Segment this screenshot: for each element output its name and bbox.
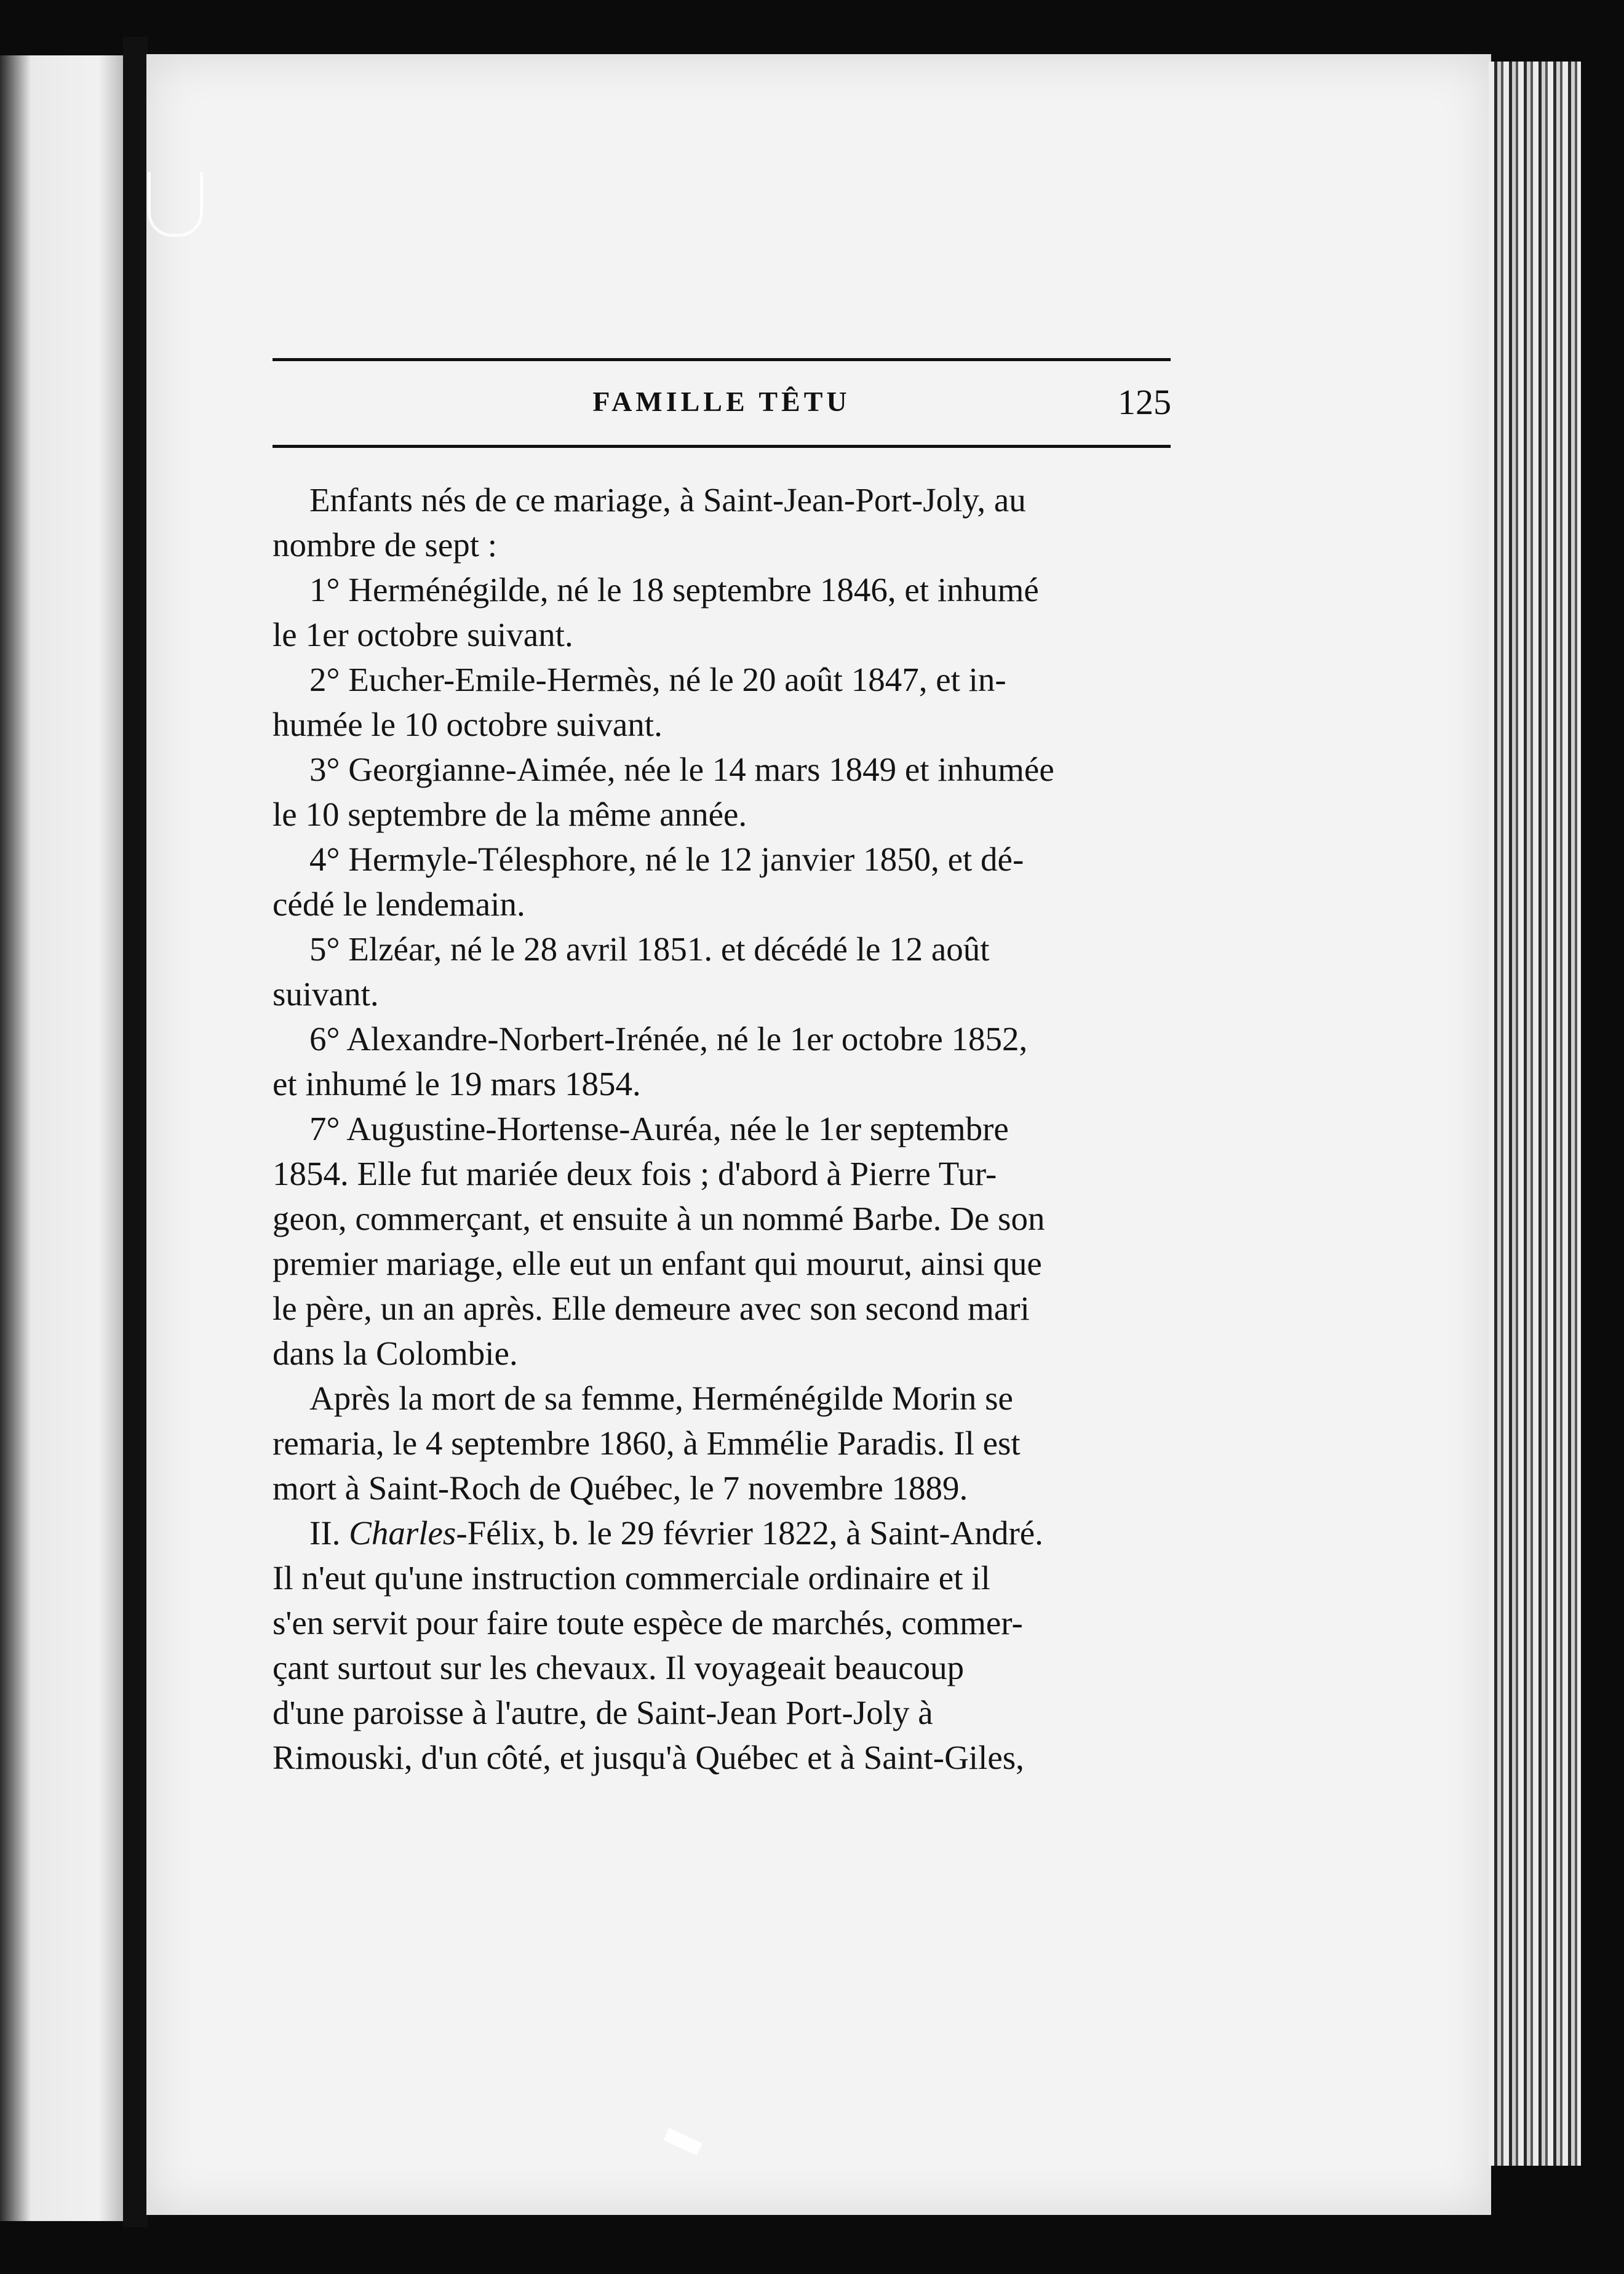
text-line [273, 1510, 1172, 1555]
text-line: le 1er octobre suivant. [273, 616, 573, 653]
paragraph-child-6 [273, 1016, 1172, 1106]
section-numeral: II. [309, 1514, 349, 1552]
text-line: Enfants nés de ce mariage, à Saint-Jean-Port-Joly, au [309, 481, 1026, 519]
text-line-rest: -Félix, b. le 29 février 1822, à Saint-André. [456, 1514, 1043, 1552]
text-line: nombre de sept : [273, 526, 498, 564]
running-head-title: FAMILLE TÊTU [592, 386, 851, 417]
text-line: premier mariage, elle eut un enfant qui mourut, ainsi que [273, 1245, 1042, 1282]
italic-name: Charles [349, 1514, 456, 1552]
paragraph-child-4 [273, 837, 1172, 927]
text-line: le père, un an après. Elle demeure avec son second mari [273, 1290, 1030, 1327]
text-line: Il n'eut qu'une instruction commerciale ordinaire et il [273, 1559, 990, 1597]
text-line: 3° Georgianne-Aimée, née le 14 mars 1849 et inhumée [309, 751, 1054, 788]
text-line: suivant. [273, 975, 379, 1013]
paragraph-children-intro [273, 477, 1172, 567]
paragraph-child-1 [273, 567, 1172, 657]
text-line: Rimouski, d'un côté, et jusqu'à Québec et à Saint-Giles, [273, 1739, 1024, 1776]
ink-mark [148, 172, 203, 237]
page-body [273, 477, 1172, 1780]
text-line: humée le 10 octobre suivant. [273, 706, 663, 743]
text-line: d'une paroisse à l'autre, de Saint-Jean Port-Joly à [273, 1694, 933, 1731]
text-line: et inhumé le 19 mars 1854. [273, 1065, 641, 1103]
paragraph-child-3 [273, 747, 1172, 837]
text-line: s'en servit pour faire toute espèce de marchés, commer- [273, 1604, 1023, 1642]
paragraph-child-2 [273, 657, 1172, 747]
text-line: geon, commerçant, et ensuite à un nommé Barbe. De son [273, 1200, 1045, 1237]
text-line: cédé le lendemain. [273, 885, 525, 923]
paragraph-child-5 [273, 927, 1172, 1016]
header-bottom-rule [273, 445, 1171, 448]
text-line: Après la mort de sa femme, Herménégilde Morin se [309, 1379, 1013, 1417]
text-line: dans la Colombie. [273, 1334, 518, 1372]
text-line: 7° Augustine-Hortense-Auréa, née le 1er septembre [309, 1110, 1009, 1147]
header-top-rule [273, 358, 1171, 361]
text-line: 2° Eucher-Emile-Hermès, né le 20 août 1847, et in- [309, 661, 1006, 698]
facing-page-edge [0, 55, 123, 2221]
text-line: 4° Hermyle-Télesphore, né le 12 janvier 1850, et dé- [309, 840, 1024, 878]
paragraph-charles-felix [273, 1510, 1172, 1780]
text-line: mort à Saint-Roch de Québec, le 7 novembre 1889. [273, 1469, 968, 1507]
paragraph-remarriage [273, 1376, 1172, 1510]
page-number: 125 [1118, 382, 1171, 422]
page-stack-edges [1489, 62, 1581, 2166]
text-line: 1854. Elle fut mariée deux fois ; d'abord à Pierre Tur- [273, 1155, 997, 1192]
text-line: çant surtout sur les chevaux. Il voyageait beaucoup [273, 1649, 965, 1686]
text-line: le 10 septembre de la même année. [273, 796, 747, 833]
paragraph-child-7 [273, 1106, 1172, 1376]
book-gutter [123, 37, 148, 2227]
text-line: remaria, le 4 septembre 1860, à Emmélie Paradis. Il est [273, 1424, 1021, 1462]
text-line: 5° Elzéar, né le 28 avril 1851. et décédé le 12 août [309, 930, 990, 968]
text-line: 1° Herménégilde, né le 18 septembre 1846, et inhumé [309, 571, 1039, 608]
text-line: 6° Alexandre-Norbert-Irénée, né le 1er octobre 1852, [309, 1020, 1028, 1058]
